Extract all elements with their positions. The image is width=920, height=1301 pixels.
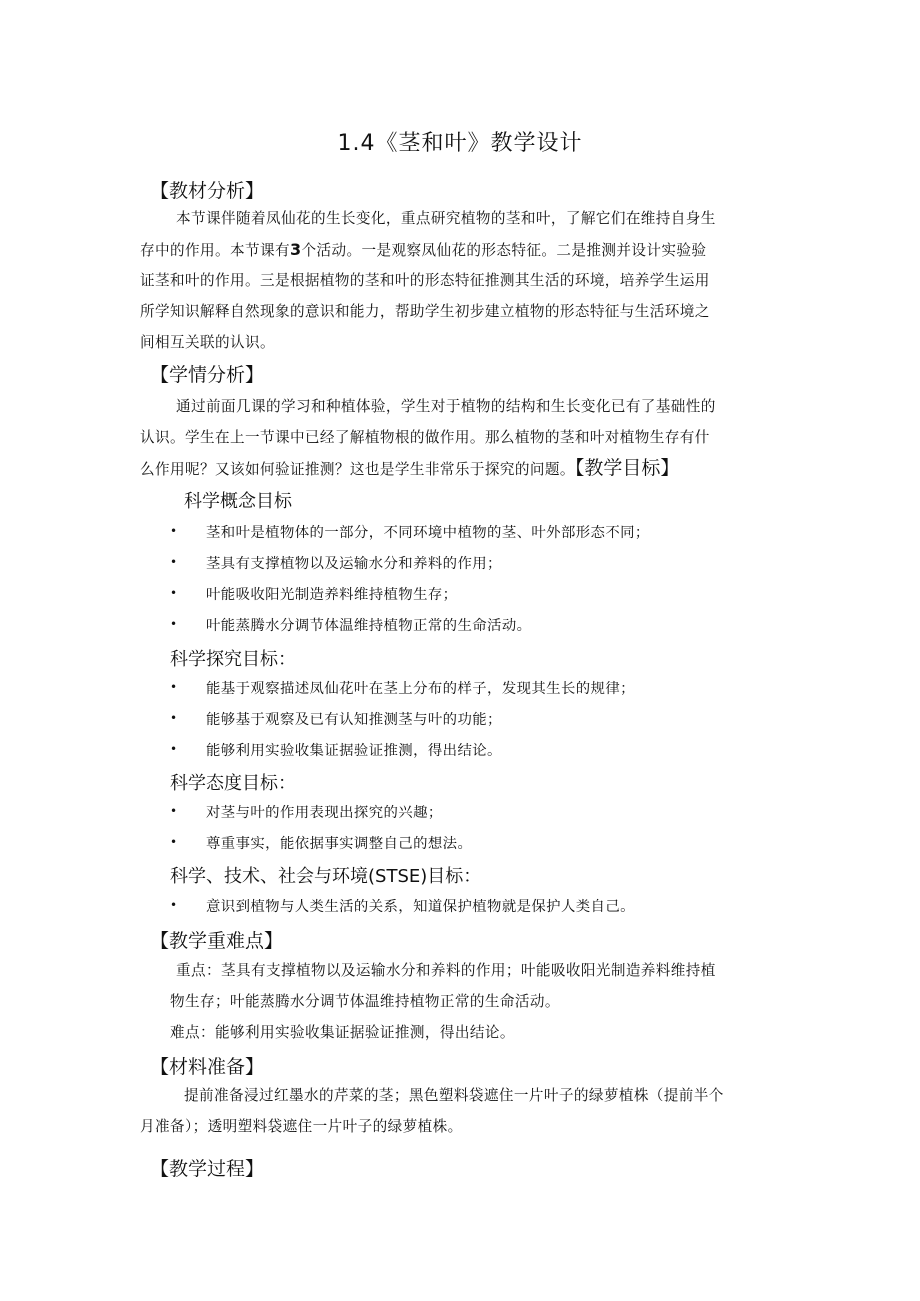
concept-item-3: 叶能吸收阳光制造养料维持植物生存； [206,587,458,603]
heading-attitude-objectives: 科学态度目标： [170,773,296,794]
bullet-icon: • [170,586,178,600]
material-line-2b: 个活动。一是观察凤仙花的形态特征。二是推测并设计实验验 [301,242,707,259]
heading-objectives: 【教学目标】 [574,457,680,479]
heading-key-points: 【教学重难点】 [150,930,284,952]
bullet-icon: • [170,555,178,569]
material-line-1: 本节课伴随着凤仙花的生长变化，重点研究植物的茎和叶，了解它们在维持自身生 [176,210,716,227]
bullet-icon: • [170,742,178,756]
concept-item-2: 茎具有支撑植物以及运输水分和养料的作用； [206,556,502,572]
key-point-line-1: 重点：茎具有支撑植物以及运输水分和养料的作用；叶能吸收阳光制造养料维持植 [176,962,716,979]
learner-line-3-text: 么作用呢？又该如何验证推测？这也是学生非常乐于探究的问题。 [140,461,575,478]
bullet-icon: • [170,680,178,694]
material-line-3: 证茎和叶的作用。三是根据植物的茎和叶的形态特征推测其生活的环境，培养学生运用 [140,272,710,289]
stse-item-1: 意识到植物与人类生活的关系，知道保护植物就是保护人类自己。 [206,899,635,915]
key-point-line-2: 物生存；叶能蒸腾水分调节体温维持植物正常的生命活动。 [170,993,560,1010]
concept-item-4: 叶能蒸腾水分调节体温维持植物正常的生命活动。 [206,618,532,634]
material-line-4: 所学知识解释自然现象的意识和能力，帮助学生初步建立植物的形态特征与生活环境之 [140,303,710,320]
material-line-2a: 存中的作用。本节课有 [140,242,290,259]
bullet-icon: • [170,898,178,912]
materials-line-2: 月准备）；透明塑料袋遮住一片叶子的绿萝植株。 [140,1118,463,1135]
inquiry-item-2: 能够基于观察及已有认知推测茎与叶的功能； [206,712,502,728]
bullet-icon: • [170,835,178,849]
heading-inquiry-objectives: 科学探究目标： [170,649,296,670]
materials-line-1: 提前准备浸过红墨水的芹菜的茎；黑色塑料袋遮住一片叶子的绿萝植株（提前半个 [184,1087,724,1104]
inquiry-item-1: 能基于观察描述凤仙花叶在茎上分布的样子，发现其生长的规律； [206,681,635,697]
bullet-icon: • [170,804,178,818]
learner-line-2: 认识。学生在上一节课中已经了解植物根的做作用。那么植物的茎和叶对植物生存有什 [140,429,710,446]
document-title: 1.4《茎和叶》教学设计 [337,131,583,156]
material-line-2 [140,234,706,266]
bullet-icon: • [170,617,178,631]
heading-learner-analysis: 【学情分析】 [150,364,265,386]
heading-stse-objectives: 科学、技术、社会与环境(STSE)目标： [170,866,482,887]
inquiry-item-3: 能够利用实验收集证据验证推测，得出结论。 [206,743,502,759]
heading-process: 【教学过程】 [150,1158,265,1180]
concept-item-1: 茎和叶是植物体的一部分，不同环境中植物的茎、叶外部形态不同； [206,525,650,541]
heading-materials: 【材料准备】 [150,1056,265,1078]
attitude-item-1: 对茎与叶的作用表现出探究的兴趣； [206,805,443,821]
learner-line-1: 通过前面几课的学习和种植体验，学生对于植物的结构和生长变化已有了基础性的 [176,398,716,415]
difficult-point-line: 难点：能够利用实验收集证据验证推测，得出结论。 [170,1024,515,1041]
heading-concept-objectives: 科学概念目标 [184,491,292,512]
heading-material-analysis: 【教材分析】 [150,180,265,202]
material-line-5: 间相互关联的认识。 [140,334,275,351]
attitude-item-2: 尊重事实，能依据事实调整自己的想法。 [206,836,473,852]
bullet-icon: • [170,524,178,538]
bullet-icon: • [170,711,178,725]
activity-count: 3 [289,240,302,259]
learner-line-3 [140,453,679,485]
